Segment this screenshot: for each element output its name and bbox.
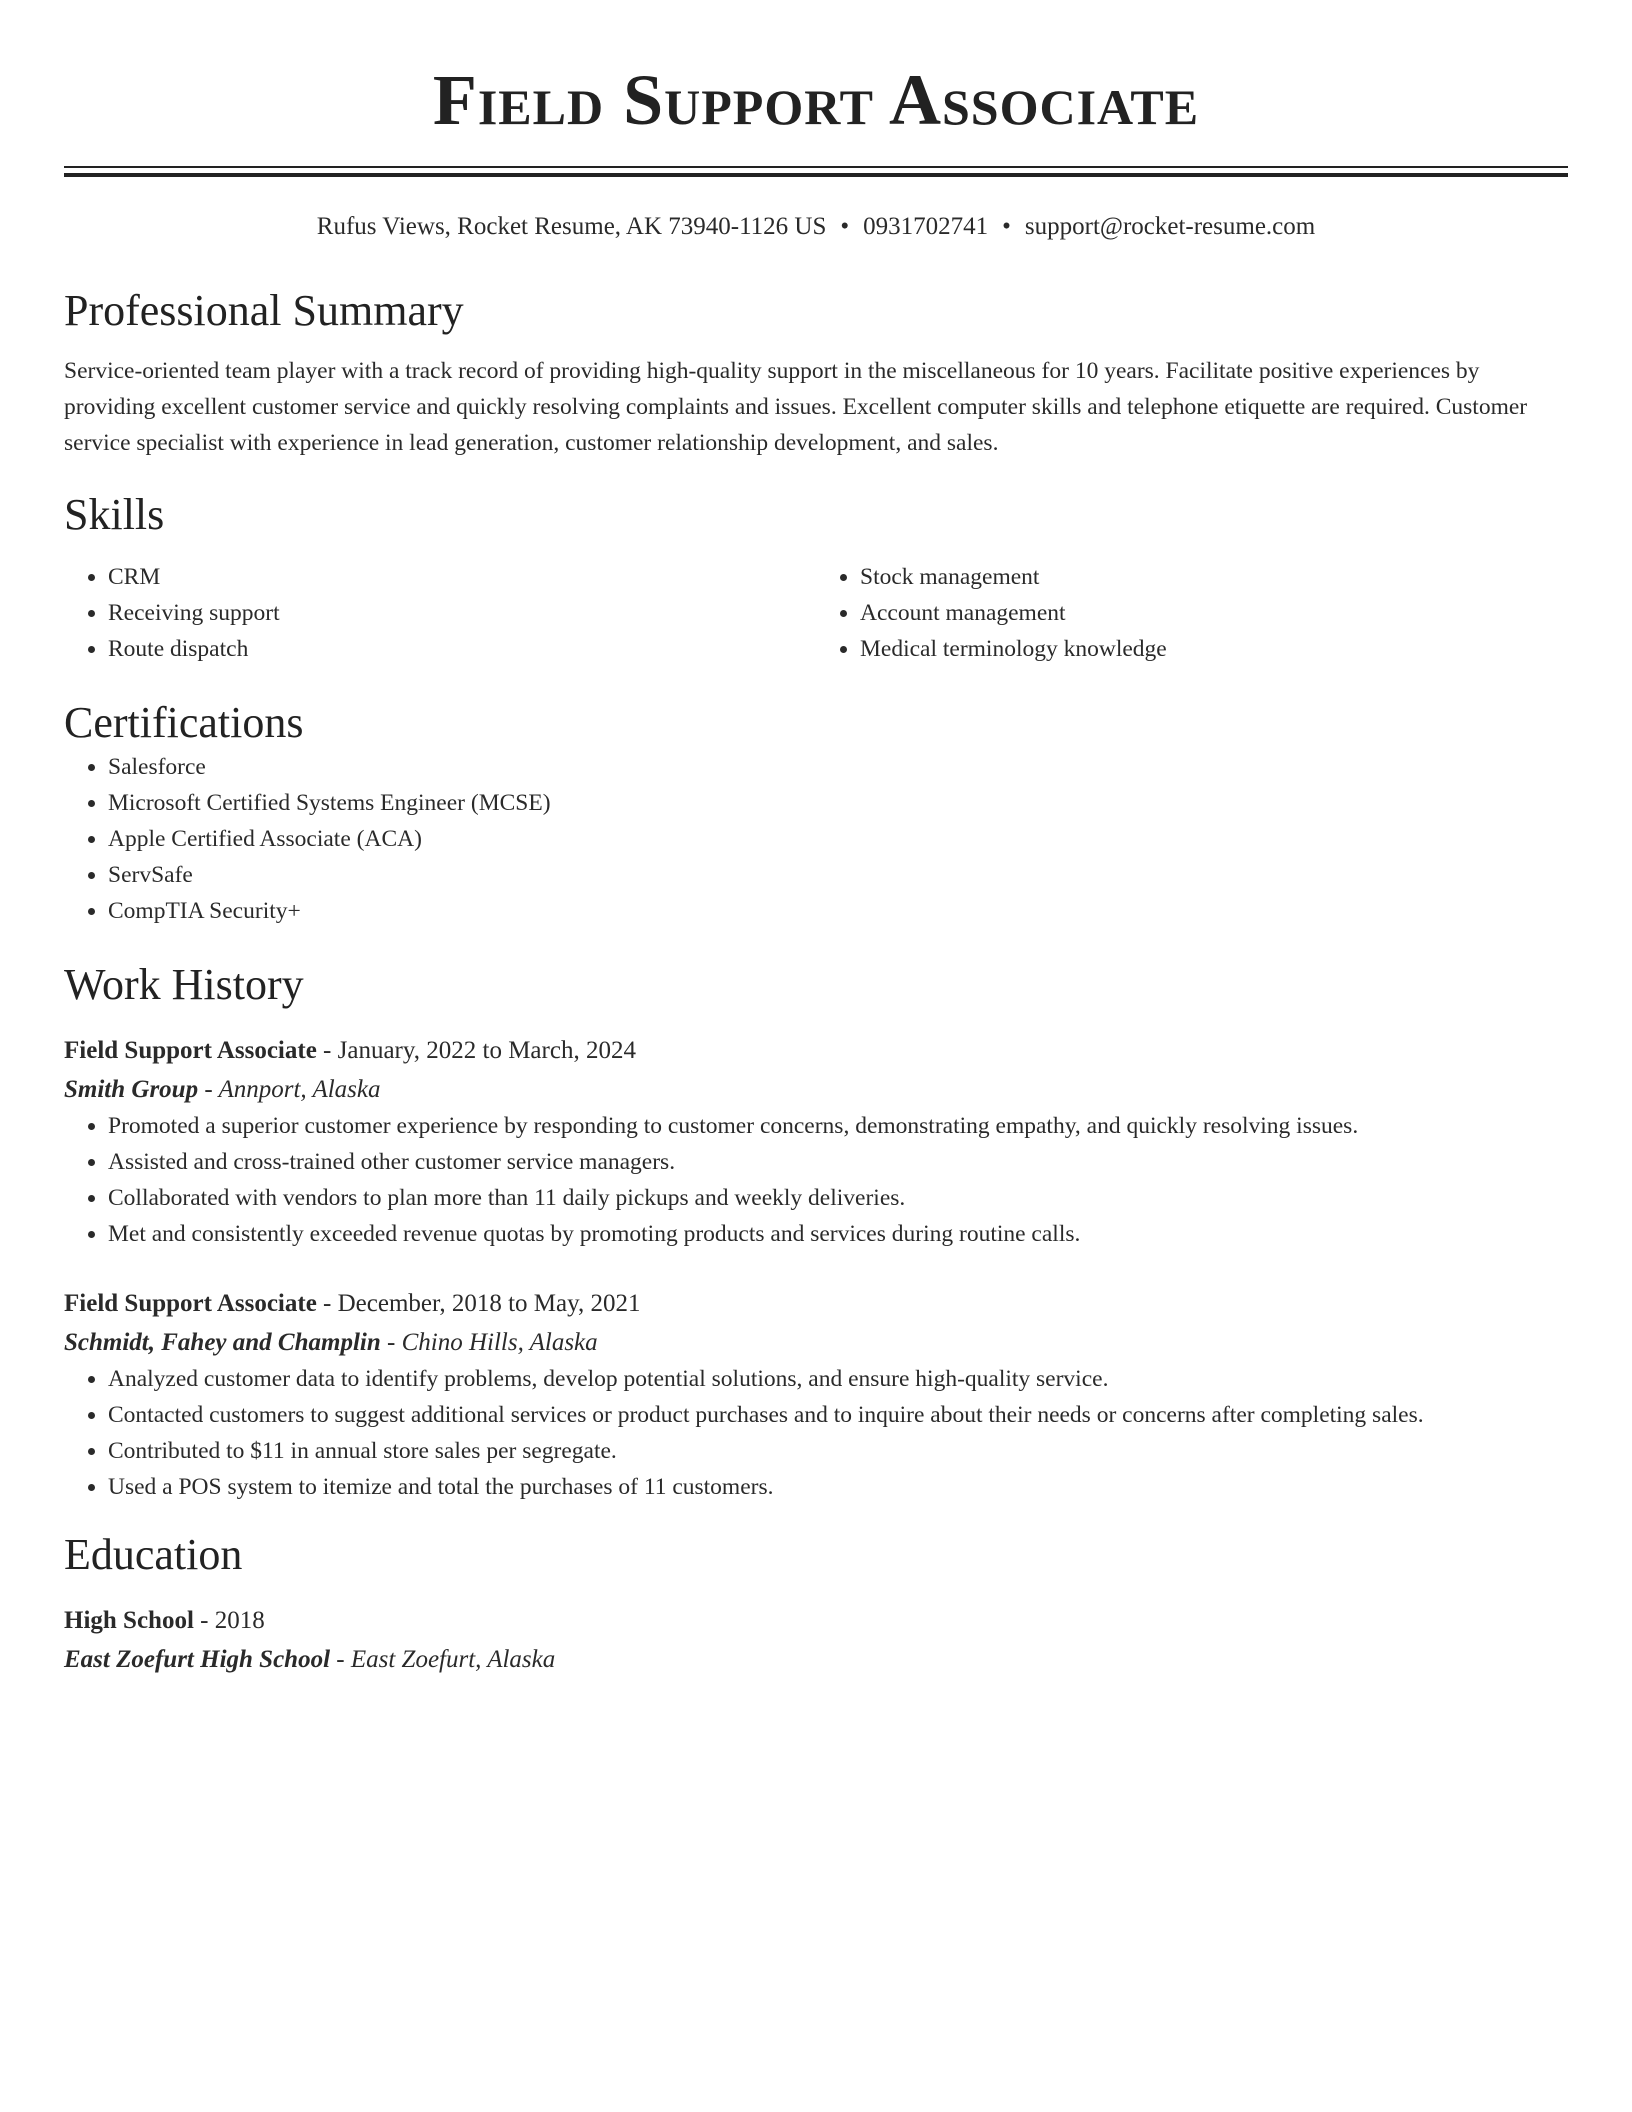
job-bullet: • Met and consistently exceeded revenue quotas by promoting products and services during routine calls. [108,1216,1568,1252]
job-header [64,1286,1568,1322]
education-degree: High School [64,1607,194,1634]
skill-item: • Medical terminology knowledge [860,631,1568,667]
skills-grid [64,559,1568,667]
job-company: Schmidt, Fahey and Champlin [64,1329,381,1356]
summary-heading: Professional Summary [64,286,464,335]
job-dates: - January, 2022 to March, 2024 [316,1037,636,1064]
certifications-heading: Certifications [64,698,304,747]
contact-address: Rufus Views, Rocket Resume, AK 73940-1126 US [316,213,827,240]
education-school: East Zoefurt High School [64,1646,331,1673]
contact-separator: • [840,213,850,240]
contact-line [64,211,1568,243]
job-bullet: • Assisted and cross-trained other customer service managers. [108,1144,1568,1180]
contact-separator: • [1002,213,1011,240]
job-employer [64,1072,1568,1108]
job-bullets [64,1361,1568,1505]
skills-list-left [64,559,816,667]
skills-heading: Skills [64,490,165,539]
job-bullet: • Collaborated with vendors to plan more than 11 daily pickups and weekly deliveries. [108,1180,1568,1216]
skill-item: • CRM [108,559,816,595]
resume-name: Field Support Associate [432,60,1200,140]
education-location: - East Zoefurt, Alaska [330,1646,556,1673]
job-company: Smith Group [64,1076,199,1103]
work-history-heading: Work History [64,960,304,1009]
summary-text: Service-oriented team player with a track record of providing high-quality support in the miscellaneous for 10 years. Facilitate positive experiences by providing excellent customer service and quickly resolving complaints and issues. Excellent computer skills and telephone etiquette are required. Customer service specialist with experience in lead generation, customer relationship development, and sales. [64,358,1528,456]
certification-item: • Apple Certified Associate (ACA) [108,821,1568,857]
job-entry [64,1033,1568,1252]
skill-item: • Stock management [860,559,1568,595]
job-bullets [64,1108,1568,1252]
job-role: Field Support Associate [64,1290,317,1317]
job-header [64,1033,1568,1069]
job-bullet: • Contributed to $11 in annual store sales per segregate. [108,1433,1568,1469]
certification-item: • Salesforce [108,749,1568,785]
education-heading: Education [64,1530,243,1579]
contact-phone: 0931702741 [863,213,989,240]
job-employer [64,1325,1568,1361]
header-divider-thin [64,166,1568,168]
job-bullet: • Contacted customers to suggest additional services or product purchases and to inquire about their needs or concerns after completing sales. [108,1397,1568,1433]
education-institution [64,1642,1568,1678]
contact-email: support@rocket-resume.com [1024,213,1316,240]
skill-item: • Account management [860,595,1568,631]
skill-item: • Route dispatch [108,631,816,667]
job-bullet: • Used a POS system to itemize and total the purchases of 11 customers. [108,1469,1568,1505]
job-dates: - December, 2018 to May, 2021 [316,1290,641,1317]
job-bullet: • Analyzed customer data to identify problems, develop potential solutions, and ensure high-quality service. [108,1361,1568,1397]
job-entry [64,1286,1568,1505]
job-bullet: • Promoted a superior customer experience by responding to customer concerns, demonstrating empathy, and quickly resolving issues. [108,1108,1568,1144]
job-location: - Chino Hills, Alaska [380,1329,598,1356]
education-year: - 2018 [193,1607,265,1634]
skill-item: • Receiving support [108,595,816,631]
certifications-list [64,749,1568,929]
resume-page [64,0,1568,1678]
job-location: - Annport, Alaska [198,1076,381,1103]
header-divider-thick [64,173,1568,177]
certification-item: • ServSafe [108,857,1568,893]
education-header [64,1603,1568,1639]
job-role: Field Support Associate [64,1037,317,1064]
skills-list-right [816,559,1568,667]
certification-item: • Microsoft Certified Systems Engineer (MCSE) [108,785,1568,821]
certification-item: • CompTIA Security+ [108,893,1568,929]
